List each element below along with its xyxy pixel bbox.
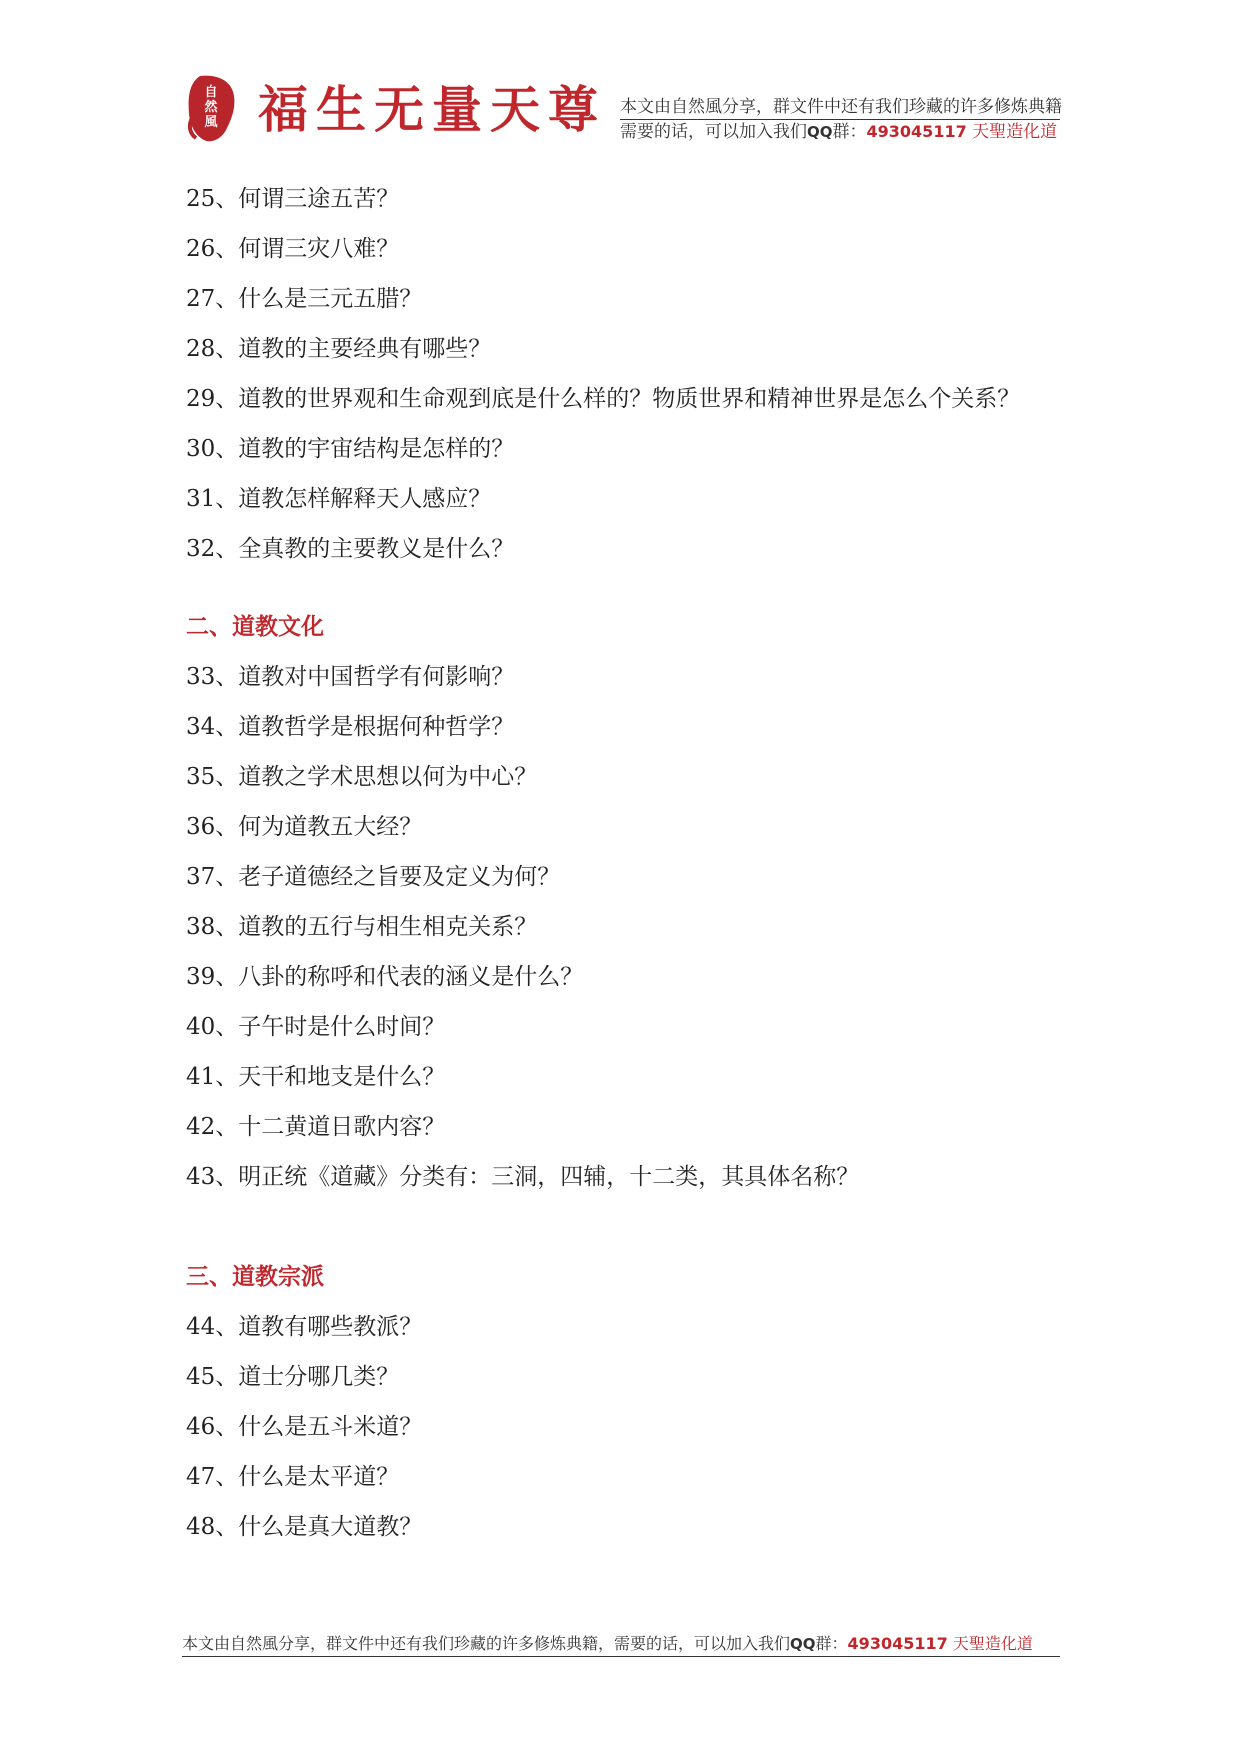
- footer-qq-suffix: 群：: [815, 1634, 848, 1653]
- list-item: 47、什么是太平道？: [186, 1464, 400, 1490]
- svg-text:自: 自: [204, 85, 218, 100]
- list-item: 25、何谓三途五苦？: [186, 186, 400, 212]
- header-qq-number[interactable]: 493045117: [866, 122, 967, 141]
- question-list: [186, 174, 1086, 1552]
- footer-qq-number[interactable]: 493045117: [847, 1634, 948, 1653]
- list-item: 26、何谓三灾八难？: [186, 236, 400, 262]
- header-qq-suffix: 群：: [832, 122, 867, 142]
- seal-icon: [186, 74, 236, 144]
- spacer: [186, 574, 1086, 602]
- svg-text:然: 然: [204, 100, 218, 115]
- header-note-line2: [620, 120, 1060, 144]
- header-note-prefix: 需要的话，可以加入我们: [620, 122, 807, 142]
- section-title-culture: 二、道教文化: [186, 614, 324, 640]
- list-item: 35、道教之学术思想以何为中心？: [186, 764, 538, 790]
- list-item: 30、道教的宇宙结构是怎样的？: [186, 436, 515, 462]
- header-group-name: 天聖造化道: [972, 122, 1058, 142]
- list-item: 38、道教的五行与相生相克关系？: [186, 914, 538, 940]
- list-item: 48、什么是真大道教？: [186, 1514, 423, 1540]
- list-item: 46、什么是五斗米道？: [186, 1414, 423, 1440]
- footer-qq-label: QQ: [790, 1635, 816, 1653]
- list-item: 37、老子道德经之旨要及定义为何？: [186, 864, 561, 890]
- list-item: 40、子午时是什么时间？: [186, 1014, 446, 1040]
- footer-prefix: 本文由自然風分享，群文件中还有我们珍藏的许多修炼典籍，需要的话，可以加入我们: [182, 1634, 791, 1653]
- page-header: [186, 70, 1062, 156]
- list-item: 45、道士分哪几类？: [186, 1364, 400, 1390]
- list-item: 44、道教有哪些教派？: [186, 1314, 423, 1340]
- list-item: 34、道教哲学是根据何种哲学？: [186, 714, 515, 740]
- list-item: 27、什么是三元五腊？: [186, 286, 423, 312]
- list-item: 32、全真教的主要教义是什么？: [186, 536, 515, 562]
- header-note: [620, 96, 1060, 144]
- list-item: 39、八卦的称呼和代表的涵义是什么？: [186, 964, 584, 990]
- page-footer: [182, 1632, 1060, 1657]
- list-item: 29、道教的世界观和生命观到底是什么样的？物质世界和精神世界是怎么个关系？: [186, 386, 1021, 412]
- list-item: 42、十二黄道日歌内容？: [186, 1114, 446, 1140]
- section-title-sects: 三、道教宗派: [186, 1264, 324, 1290]
- list-item: 28、道教的主要经典有哪些？: [186, 336, 492, 362]
- list-item: 41、天干和地支是什么？: [186, 1064, 446, 1090]
- header-note-line1: 本文由自然風分享，群文件中还有我们珍藏的许多修炼典籍: [620, 96, 1060, 120]
- footer-group-name: 天聖造化道: [952, 1634, 1033, 1653]
- header-qq-label: QQ: [807, 123, 833, 141]
- svg-text:風: 風: [204, 115, 218, 130]
- list-item: 43、明正统《道藏》分类有：三洞，四辅，十二类，其具体名称？: [186, 1164, 860, 1190]
- list-item: 31、道教怎样解释天人感应？: [186, 486, 492, 512]
- list-item: 36、何为道教五大经？: [186, 814, 423, 840]
- seal-logo: [186, 74, 236, 144]
- brand-title: 福生无量天尊: [258, 80, 606, 139]
- list-item: 33、道教对中国哲学有何影响？: [186, 664, 515, 690]
- spacer: [186, 1202, 1086, 1252]
